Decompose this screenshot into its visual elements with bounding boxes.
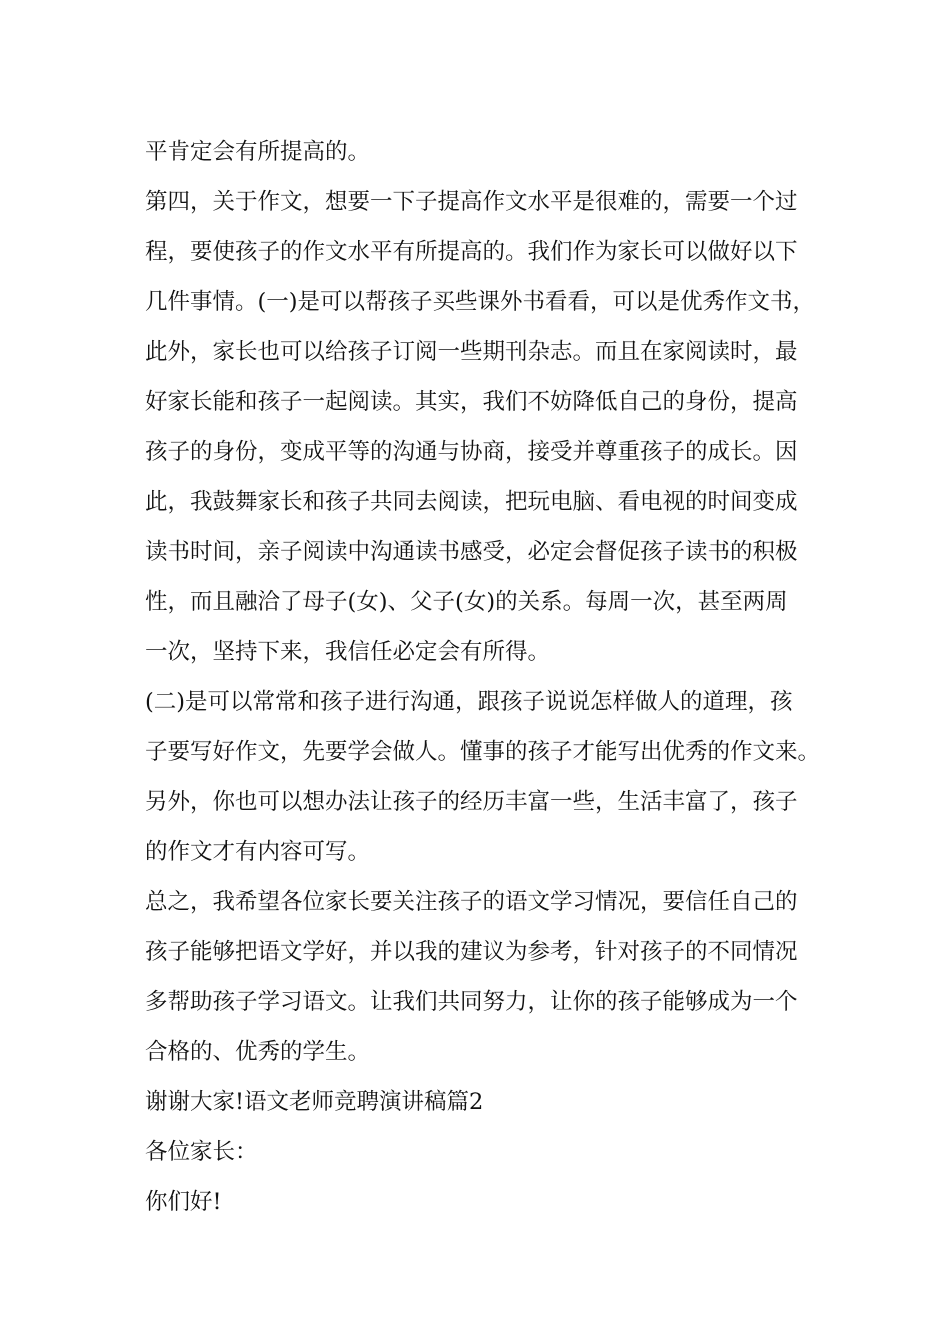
text-line: 的作文才有内容可写。 [145,839,371,865]
text-line: 子要写好作文，先要学会做人。懂事的孩子才能写出优秀的作文来。 [145,739,821,765]
text-line: 第四，关于作文，想要一下子提高作文水平是很难的，需要一个过 [145,189,798,215]
text-line: 合格的、优秀的学生。 [145,1039,371,1065]
text-line: 平肯定会有所提高的。 [145,139,371,165]
text-line: 多帮助孩子学习语文。让我们共同努力，让你的孩子能够成为一个 [145,989,798,1015]
text-line: 孩子能够把语文学好，并以我的建议为参考，针对孩子的不同情况 [145,939,798,965]
text-line: 程，要使孩子的作文水平有所提高的。我们作为家长可以做好以下 [145,239,798,265]
text-line: 孩子的身份，变成平等的沟通与协商，接受并尊重孩子的成长。因 [145,439,798,465]
text-line: 几件事情。(一)是可以帮孩子买些课外书看看，可以是优秀作文书， [145,289,816,315]
text-line: 此外，家长也可以给孩子订阅一些期刊杂志。而且在家阅读时，最 [145,339,798,365]
salutation: 各位家长： [145,1139,258,1165]
text-line: 一次，坚持下来，我信任必定会有所得。 [145,639,551,665]
section-heading: 谢谢大家!语文老师竞聘演讲稿篇2 [145,1089,484,1115]
text-line: 好家长能和孩子一起阅读。其实，我们不妨降低自己的身份，提高 [145,389,798,415]
text-line: 读书时间，亲子阅读中沟通读书感受，必定会督促孩子读书的积极 [145,539,798,565]
text-line: 总之，我希望各位家长要关注孩子的语文学习情况，要信任自己的 [145,889,798,915]
text-line: 另外，你也可以想办法让孩子的经历丰富一些，生活丰富了，孩子 [145,789,798,815]
text-line: 此，我鼓舞家长和孩子共同去阅读，把玩电脑、看电视的时间变成 [145,489,798,515]
text-line: (二)是可以常常和孩子进行沟通，跟孩子说说怎样做人的道理，孩 [145,689,793,715]
text-line: 性，而且融洽了母子(女)、父子(女)的关系。每周一次，甚至两周 [145,589,788,615]
greeting: 你们好! [145,1189,222,1215]
